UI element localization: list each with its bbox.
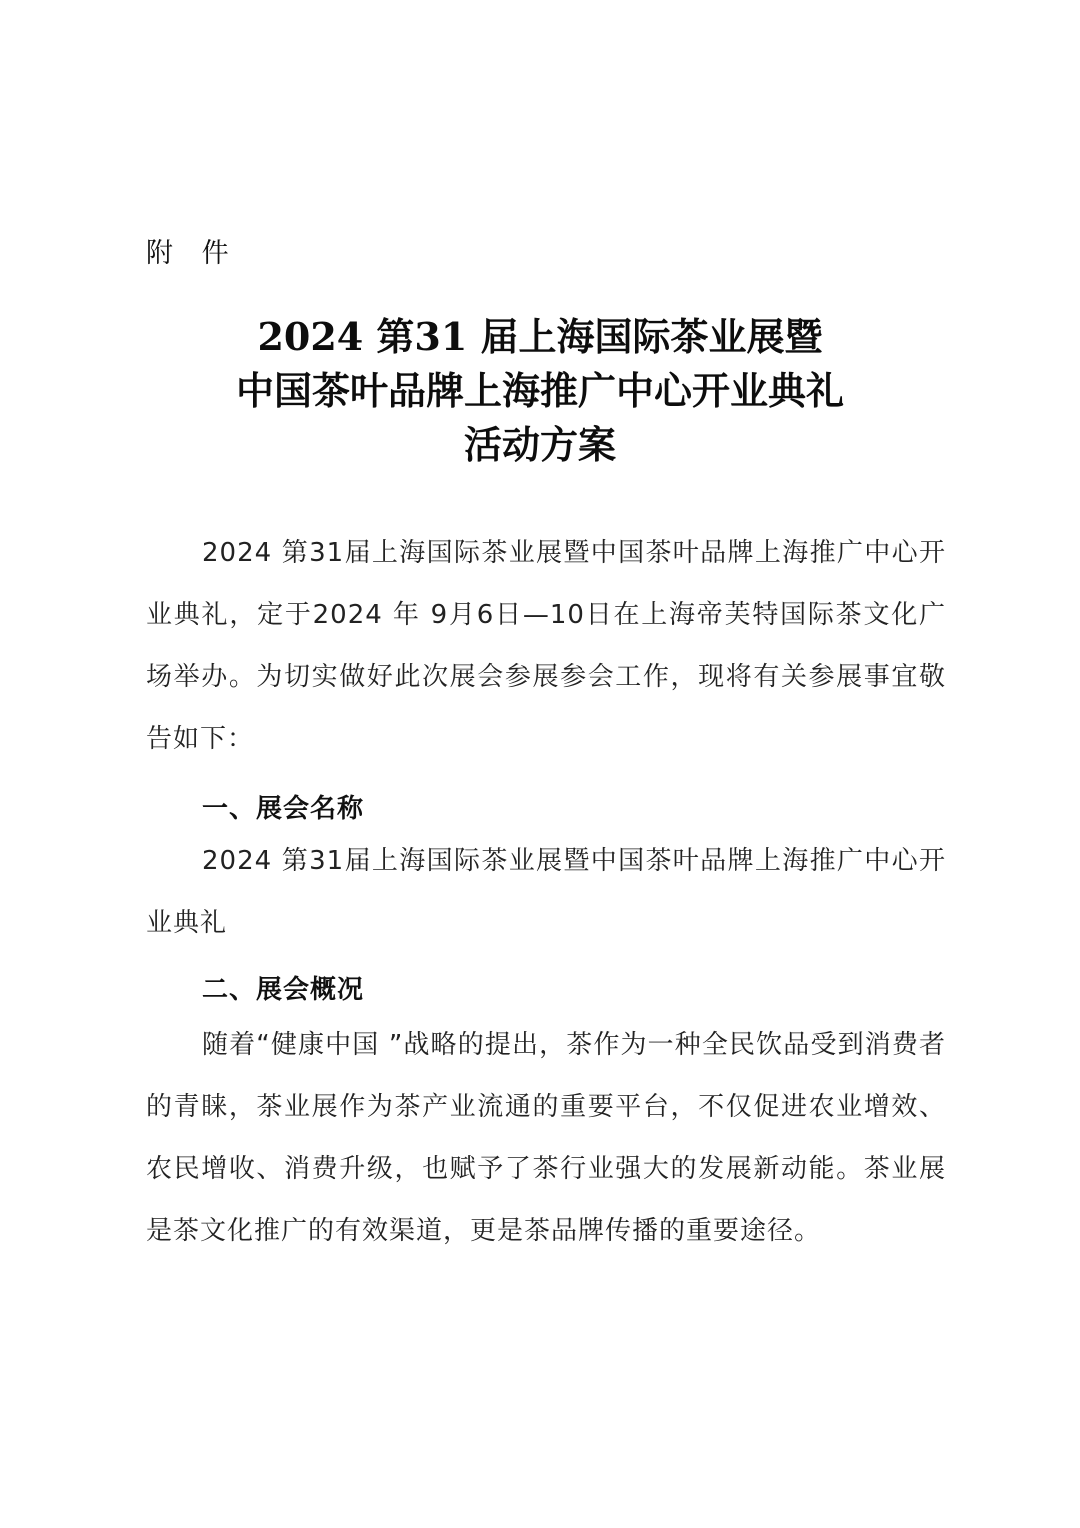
section-body-exhibition-overview: 随着“健康中国 ”战略的提出，茶作为一种全民饮品受到消费者的青睐，茶业展作为茶产业流通的重要平台，不仅促进农业增效、农民增收、消费升级，也赋予了茶行业强大的发展新动能。茶业展是茶文化推广的有效渠道，更是茶品牌传播的重要途径。	[146, 1030, 946, 1246]
section-body-exhibition-name: 2024 第31届上海国际茶业展暨中国茶叶品牌上海推广中心开业典礼	[146, 846, 946, 938]
title-line-3: 活动方案	[463, 422, 616, 467]
document-title	[0, 310, 1080, 472]
section-heading-exhibition-overview: 二、展会概况	[202, 975, 365, 1005]
intro-paragraph: 2024 第31届上海国际茶业展暨中国茶叶品牌上海推广中心开业典礼，定于2024 年 9月6日—10日在上海帝芙特国际茶文化广场举办。为切实做好此次展会参展参会工作，现将有关参展事宜敬告如下：	[146, 538, 946, 754]
title-line-1: 2024 第31 届上海国际茶业展暨	[257, 314, 823, 359]
section-heading-exhibition-name: 一、展会名称	[202, 794, 365, 824]
title-line-2: 中国茶叶品牌上海推广中心开业典礼	[235, 368, 844, 413]
attachment-label: 附 件	[146, 238, 239, 269]
